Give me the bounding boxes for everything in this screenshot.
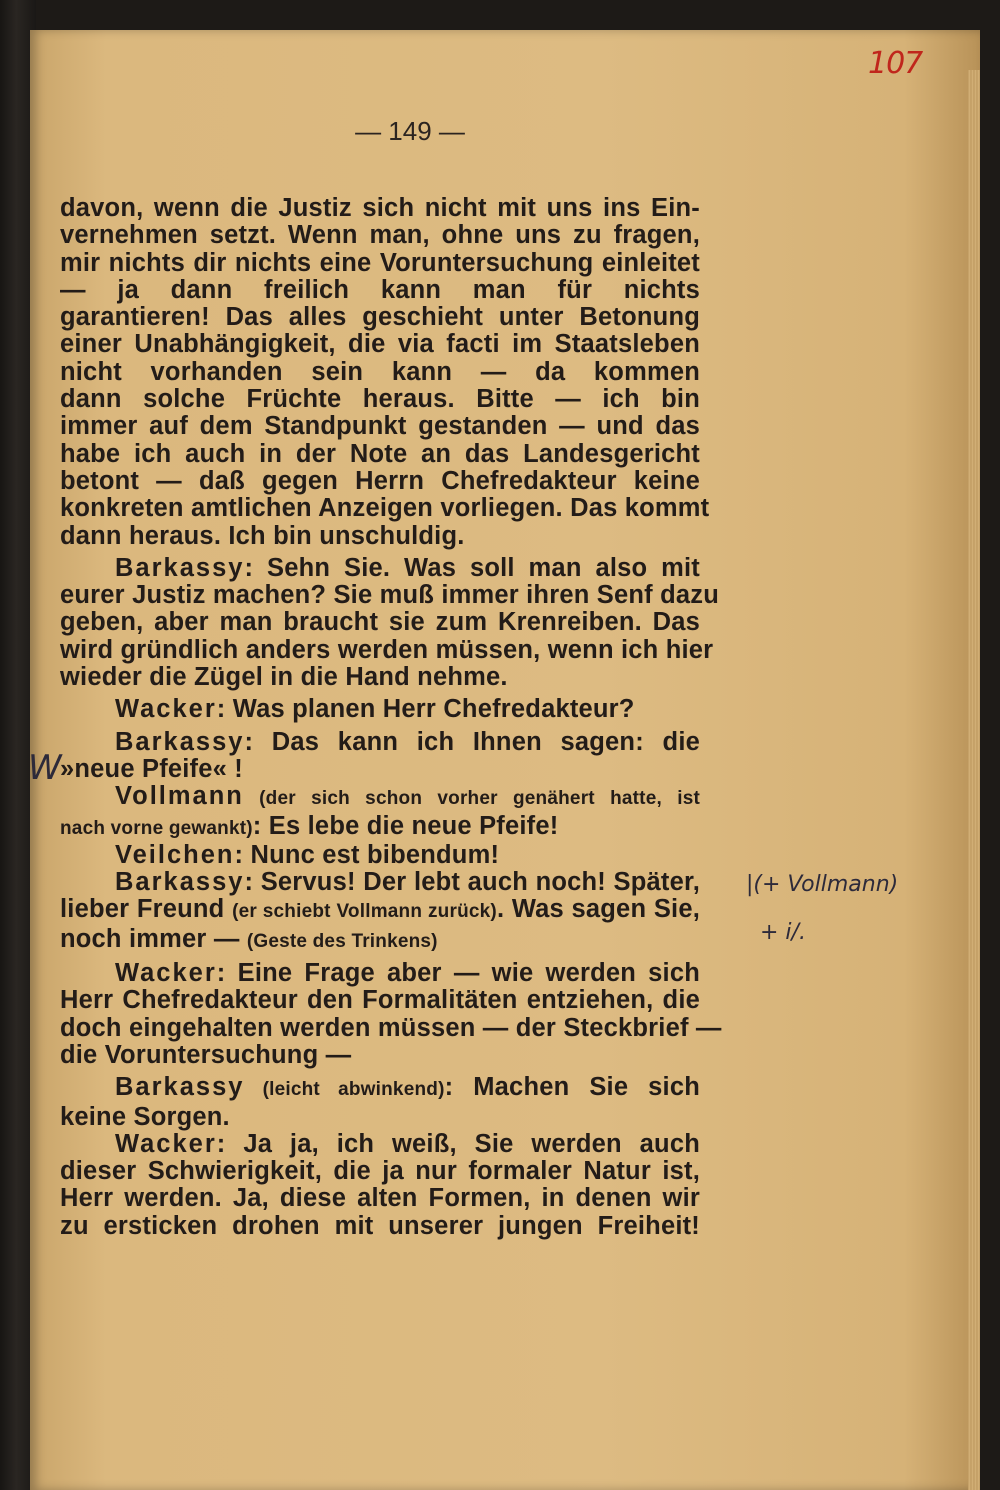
text-line: Herr Chefredakteur den Formalitäten entziehen, die: [60, 986, 700, 1015]
margin-annotation-left: W: [28, 748, 62, 788]
text-line: [60, 842, 700, 869]
page-edge: [968, 70, 980, 1490]
text-line: betont — daß gegen Herrn Chefredakteur keine: [60, 466, 700, 495]
stage-direction: (Geste des Trinkens): [246, 930, 438, 952]
text-line: [60, 555, 700, 582]
speaker-name: Wacker: [115, 959, 217, 988]
speaker-name: Veilchen: [115, 840, 235, 869]
speaker-name: Vollmann: [115, 782, 244, 811]
text-line: [60, 783, 700, 812]
text-line: zu ersticken drohen mit unserer jungen Freiheit!: [60, 1211, 700, 1240]
text-line: vernehmen setzt. Wenn man, ohne uns zu fragen,: [60, 221, 700, 250]
text-line: »neue Pfeife« !: [60, 754, 243, 783]
text-line: mir nichts dir nichts eine Voruntersuchung einleitet: [60, 248, 700, 277]
stage-direction: nach vorne gewankt): [60, 817, 253, 839]
text-line: einer Unabhängigkeit, die via facti im Staatsleben: [60, 330, 700, 359]
text-line: geben, aber man braucht sie zum Krenreiben. Das: [60, 608, 700, 637]
stage-direction: (er schiebt Vollmann zurück): [232, 901, 497, 923]
text-line: Herr werden. Ja, diese alten Formen, in denen wir: [60, 1184, 700, 1213]
paragraph: [60, 194, 710, 550]
page-text: [60, 194, 722, 1240]
speech-text: : Das kann ich Ihnen sagen: die: [244, 727, 700, 756]
text-line: keine Sorgen.: [60, 1102, 230, 1131]
stage-direction: (der sich schon vorher genähert hatte, ist: [243, 788, 700, 810]
text-line: [60, 813, 700, 842]
text-line: doch eingehalten werden müssen — der Steckbrief —: [60, 1013, 722, 1042]
speech-text: : Eine Frage aber — wie werden sich: [216, 959, 700, 988]
speaker-name: Wacker: [115, 1129, 217, 1158]
text-line: [60, 1074, 700, 1103]
dialogue-paragraph: [60, 553, 720, 692]
speech-text: : Was planen Herr Chefredakteur?: [216, 695, 635, 724]
margin-annotation-right: + i/.: [760, 920, 806, 945]
text-line: nicht vorhanden sein kann — da kommen: [60, 357, 700, 386]
text-line: garantieren! Das alles geschieht unter Betonung: [60, 303, 700, 332]
speech-text: lieber Freund: [60, 895, 233, 924]
speech-text: : Nunc est bibendum!: [234, 840, 500, 869]
dialogue-paragraph: [60, 959, 722, 1069]
text-line: — ja dann freilich kann man für nichts: [60, 275, 700, 304]
text-line: konkreten amtlichen Anzeigen vorliegen. Das kommt: [60, 494, 710, 523]
speaker-name: Wacker: [115, 695, 217, 724]
speaker-name: Barkassy: [115, 727, 245, 756]
text-line: [60, 896, 700, 925]
text-line: [60, 960, 700, 987]
text-line: dieser Schwierigkeit, die ja nur formaler Natur ist,: [60, 1157, 700, 1186]
speech-text: . Was sagen Sie,: [496, 895, 700, 924]
text-line: davon, wenn die Justiz sich nicht mit uns ins Ein-: [60, 194, 700, 222]
dialogue-paragraph: [60, 1074, 700, 1131]
text-line: [60, 869, 700, 896]
page-number: — 149 —: [355, 116, 465, 146]
text-line: wird gründlich anders werden müssen, wenn ich hier: [60, 635, 714, 664]
text-line: [60, 696, 700, 723]
text-line: [60, 926, 700, 955]
speech-text: : Machen Sie sich: [444, 1073, 700, 1102]
dialogue-paragraph: [60, 729, 700, 784]
handwritten-folio-number: 107: [868, 46, 923, 81]
speech-text: noch immer —: [60, 924, 247, 953]
text-line: [60, 1131, 700, 1158]
speech-text: : Servus! Der lebt auch noch! Später,: [244, 868, 700, 897]
text-line: immer auf dem Standpunkt gestanden — und das: [60, 412, 700, 441]
speech-text: : Es lebe die neue Pfeife!: [252, 811, 559, 840]
speech-text: : Sehn Sie. Was soll man also mit: [244, 553, 700, 582]
text-line: wieder die Zügel in die Hand nehme.: [60, 663, 508, 692]
speaker-name: Barkassy: [115, 553, 245, 582]
text-line: habe ich auch in der Note an das Landesgericht: [60, 439, 700, 468]
text-line: dann solche Früchte heraus. Bitte — ich bin: [60, 385, 700, 414]
speaker-name: Barkassy: [115, 868, 245, 897]
dialogue-paragraph: [60, 1131, 700, 1240]
speech-text: : Ja ja, ich weiß, Sie werden auch: [216, 1129, 700, 1158]
dialogue-paragraph: [60, 842, 700, 869]
text-line: die Voruntersuchung —: [60, 1040, 352, 1069]
text-line: eurer Justiz machen? Sie muß immer ihren Senf dazu: [60, 581, 720, 610]
stage-direction: (leicht abwinkend): [244, 1079, 445, 1101]
text-line: [60, 729, 700, 756]
text-line: dann heraus. Ich bin unschuldig.: [60, 521, 465, 550]
speaker-name: Barkassy: [115, 1073, 245, 1102]
dialogue-paragraph: [60, 696, 700, 723]
margin-annotation-right: |(+ Vollmann): [746, 872, 899, 897]
dialogue-paragraph: [60, 869, 700, 955]
dialogue-paragraph: [60, 783, 700, 842]
